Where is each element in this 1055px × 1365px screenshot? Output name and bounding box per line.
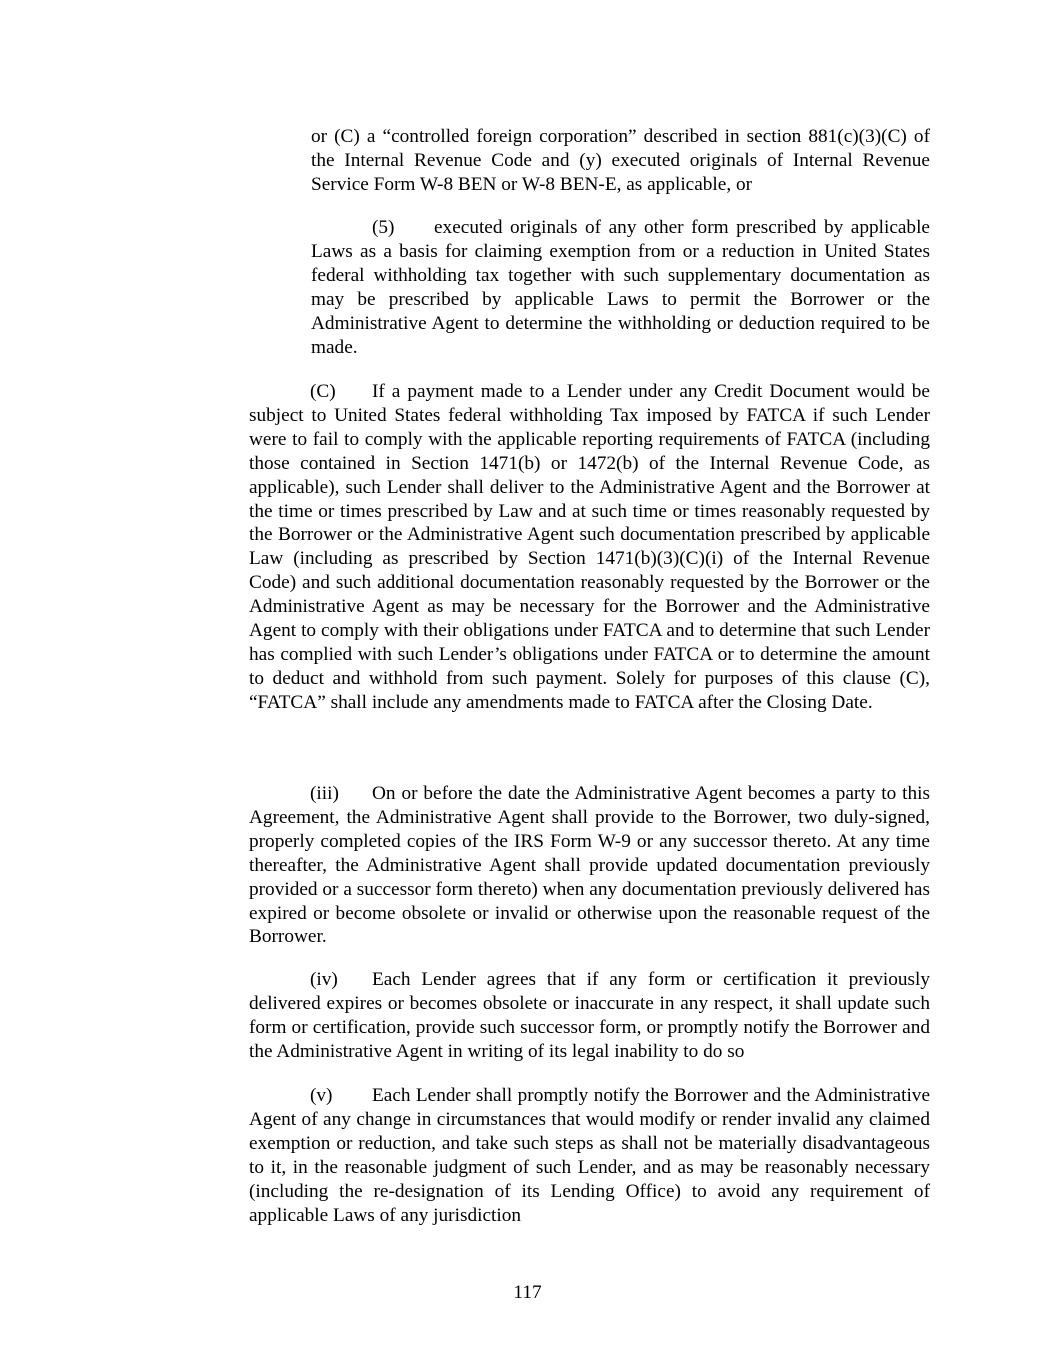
- paragraph-text: If a payment made to a Lender under any Credit Document would be subject to United States federal withholding Tax imposed by FATCA if such Lender were to fail to comply with the applicable reporting requirements of FATCA (including those contained in Section 1471(b) or 1472(b) of the Internal Revenue Code, as applicable), such Lender shall deliver to the Administrative Agent and the Borrower at the time or times prescribed by Law and at such time or times reasonably requested by the Borrower or the Administrative Agent such documentation prescribed by applicable Law (including as prescribed by Section 1471(b)(3)(C)(i) of the Internal Revenue Code) and such additional documentation reasonably requested by the Borrower or the Administrative Agent as may be necessary for the Borrower and the Administrative Agent to comply with their obligations under FATCA and to determine that such Lender has complied with such Lender’s obligations under FATCA or to determine the amount to deduct and withhold from such payment. Solely for purposes of this clause (C), “FATCA” shall include any amendments made to FATCA after the Closing Date.: [249, 381, 930, 713]
- paragraph-clause-v: [249, 1084, 930, 1227]
- page-number: 117: [513, 1282, 542, 1303]
- paragraph-text: executed originals of any other form prescribed by applicable Laws as a basis for claiming exemption from or a reduction in United States federal withholding tax together with such supplementary documentation as may be prescribed by applicable Laws to permit the Borrower or the Administrative Agent to determine the withholding or deduction required to be made.: [311, 217, 930, 358]
- paragraph-text: Each Lender agrees that if any form or certification it previously delivered expires or becomes obsolete or inaccurate in any respect, it shall update such form or certification, provide such successor form, or promptly notify the Borrower and the Administrative Agent in writing of its legal inability to do so: [249, 969, 930, 1062]
- paragraph-text: On or before the date the Administrative Agent becomes a party to this Agreement, the Administrative Agent shall provide to the Borrower, two duly-signed, properly completed copies of the IRS Form W-9 or any successor thereto. At any time thereafter, the Administrative Agent shall provide updated documentation previously provided or a successor form thereto) when any documentation previously delivered has expired or become obsolete or invalid or otherwise upon the reasonable request of the Borrower.: [249, 783, 930, 948]
- clause-marker: (iv): [310, 969, 338, 990]
- paragraph-clause-5: [311, 216, 930, 359]
- paragraph-cfc-continuation: [311, 125, 930, 197]
- paragraph-clause-iv: [249, 968, 930, 1064]
- clause-marker: (5): [372, 217, 395, 238]
- paragraph-clause-c: [249, 380, 930, 715]
- paragraph-text: Each Lender shall promptly notify the Borrower and the Administrative Agent of any change in circumstances that would modify or render invalid any claimed exemption or reduction, and take such steps as shall not be materially disadvantageous to it, in the reasonable judgment of such Lender, and as may be reasonably necessary (including the re-designation of its Lending Office) to avoid any requirement of applicable Laws of any jurisdiction: [249, 1085, 930, 1226]
- paragraph-clause-iii: [249, 782, 930, 949]
- clause-marker: (iii): [310, 783, 339, 804]
- clause-marker: (C): [310, 381, 336, 402]
- paragraph-text: or (C) a “controlled foreign corporation” described in section 881(c)(3)(C) of the Internal Revenue Code and (y) executed originals of Internal Revenue Service Form W-8 BEN or W-8 BEN-E, as applicable, or: [311, 126, 930, 195]
- clause-marker: (v): [310, 1085, 333, 1106]
